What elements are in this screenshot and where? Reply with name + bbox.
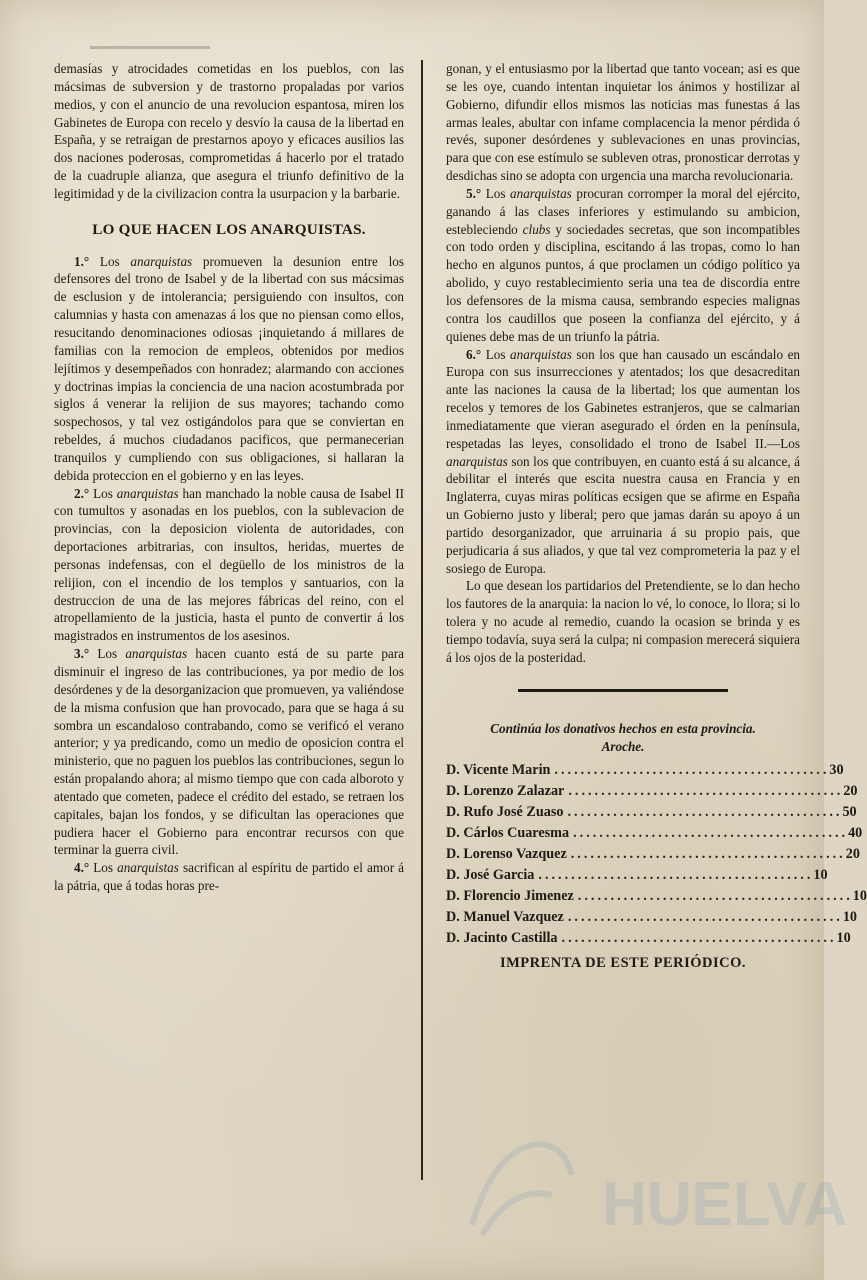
donor-amount: 20 — [845, 845, 860, 862]
item-5 — [446, 185, 800, 346]
item-4-subject: anarquistas — [117, 860, 179, 876]
print-mark — [90, 46, 210, 49]
donor-name: D. Cárlos Cuaresma — [446, 824, 570, 841]
item-4-number: 4.° — [74, 860, 90, 876]
item-1 — [54, 253, 404, 485]
item-6-subject-2: anarquistas — [446, 453, 508, 469]
item-2-text: han manchado la noble causa de Isabel II con tumultos y asonadas en los pueblos, con la sublevacion de provincias, con la deposicion violenta de autoridades, con deportaciones arbitrarias, con insultos, heridas, muertes de personas indefensas, con el degüello de los ministros de la relijion, con el incendio de los templos y santuarios, con la destruccion de una de las mejores fábricas del reino, con el atropellamiento de la justicia, hasta el punto de convertir á los magistrados en instrumentos de los asesinos. — [54, 485, 404, 644]
item-6-number: 6.° — [466, 346, 482, 362]
donor-name: D. Florencio Jimenez — [446, 887, 574, 904]
donor-list — [446, 760, 867, 949]
donor-row — [446, 823, 863, 844]
donor-amount: 20 — [843, 782, 858, 799]
right-column — [446, 60, 867, 973]
leader-dots: .......................................... — [568, 782, 844, 799]
donor-name: D. Vicente Marin — [446, 761, 551, 778]
imprint-line: IMPRENTA DE ESTE PERIÓDICO. — [499, 954, 747, 971]
item-6-lead: Los — [485, 346, 506, 362]
item-3-subject: anarquistas — [125, 646, 188, 662]
donations-title: Continúa los donativos hechos en esta provincia. — [490, 720, 756, 736]
leader-dots: .......................................... — [567, 908, 843, 925]
item-5-number: 5.° — [466, 185, 482, 201]
item-3 — [54, 645, 404, 859]
leader-dots: .......................................... — [570, 845, 846, 862]
item-3-number: 3.° — [74, 646, 90, 662]
section-heading: LO QUE HACEN LOS ANARQUISTAS. — [92, 220, 366, 238]
leader-dots: .......................................... — [538, 866, 814, 883]
item-5-subject: anarquistas — [510, 185, 572, 201]
donor-name: D. Lorenzo Zalazar — [446, 782, 565, 799]
donor-name: D. Rufo José Zuaso — [446, 803, 564, 820]
donor-amount: 50 — [842, 803, 857, 820]
library-watermark — [452, 1115, 848, 1265]
item-2-number: 2.° — [74, 485, 90, 501]
section-rule — [518, 689, 728, 692]
item-5-clubs: clubs — [522, 221, 551, 237]
item-5-text-b: y sociedades secretas, que son incompatibles con todo orden y disciplina, escitando á las tropas, como lo han hecho en algunos puntos, á que proclamen un código político ya abolido, y cuyo restablecimiento seria una tea de discordia entre los defensores de la misma causa, sembrando especies malignas contra los caudillos que poseen la confianza del ejército, y á quienes debe mas de un triunfo la pátria. — [446, 221, 801, 344]
continued-item-4: gonan, y el entusiasmo por la libertad que tanto vocean; asi es que se les oye, cuando intentan inquietar los ánimos y hostilizar al Gobierno, difundir ellos mismos las noticias mas funestas á las armas leales, abultar con infame complacencia la menor pérdida ó revés, suponer desórdenes y sublevaciones en unas provincias, para que con ese estímulo se subleven otras, pronosticar derrotas y desdichas sino se adopta con urgencia una marcha revolucionaria. — [446, 61, 800, 184]
donor-row — [446, 802, 857, 823]
item-4-lead: Los — [93, 860, 114, 876]
leader-dots: .......................................... — [554, 761, 830, 778]
item-1-number: 1.° — [74, 253, 90, 269]
leader-dots: .......................................... — [573, 824, 849, 841]
donor-row — [446, 886, 867, 907]
donor-name: D. Jacinto Castilla — [446, 929, 558, 946]
donor-name: D. Lorenso Vazquez — [446, 845, 567, 862]
leader-dots: .......................................... — [577, 887, 853, 904]
item-1-lead: Los — [99, 253, 120, 269]
item-1-text: promueven la desunion entre los defensores del trono de Isabel y de la libertad con sus mácsimas de esclusion y de intolerancia; persiguiendo con insultos, con calumnias y hasta con amenazas á los que no piensan como ellos, resucitando denominaciones odiosas ¡inquietando á millares de familias con la remocion de empleos, obtenidos por medios lejítimos y desempeñados con honradez; alarmando con acciones y doctrinas impias la conciencia de una nacion acostumbrada por siglos á venerar la relijion de sus mayores; tachando como sospechosos, y tal vez ostigándolos para que se conviertan en rebeldes, á muchos ciudadanos pacificos, que permanecerian tranquilos y cumpliendo con sus obligaciones, si hallaran la debida proteccion en el gobierno y en las leyes. — [54, 253, 404, 483]
leader-dots: .......................................... — [561, 929, 837, 946]
item-5-lead: Los — [485, 185, 506, 201]
donor-name: D. José Garcia — [446, 866, 535, 883]
donor-row — [446, 844, 860, 865]
donations-place: Aroche. — [601, 738, 645, 754]
item-5-text-a: procuran corromper la moral del ejército, ganando á las clases inferiores y estimulando su ambicion, estebleciendo — [446, 185, 800, 237]
item-4-text: sacrifican al espíritu de partido el amor á la pátria, que á todas horas pre- — [54, 860, 405, 894]
donor-row — [446, 928, 851, 949]
donor-name: D. Manuel Vazquez — [446, 908, 564, 925]
item-6-text-a: son los que han causado un escándalo en Europa con sus insurrecciones y atentados; los que desacreditan ante las naciones la causa de la libertad; los que aumentan los recelos y temores de los Gabinetes estranjeros, que se calmarian inmediatamente que vieran asegurado el órden en la península, respetadas las leyes, consolidado el trono de Isabel II.—Los — [446, 346, 801, 451]
continued-paragraph: demasías y atrocidades cometidas en los pueblos, con las mácsimas de subversion y de trastorno propaladas por varios medios, y con el anuncio de una revolucion espantosa, miren los Gabinetes de Europa con recelo y desvío la causa de la libertad en España, y se retraigan de prestarnos apoyo y eficaces ausilios las dos naciones poderosas, comprometidas á hacerlo por el tratado de la cuadruple alianza, que asegura el triunfo definitivo de la legitimidad y de la civilizacion contra la usurpacion y la barbarie. — [54, 61, 404, 201]
donor-amount: 10 — [852, 887, 867, 904]
item-4 — [54, 859, 404, 895]
watermark-text: HUELVA — [602, 1170, 848, 1239]
item-3-text: hacen cuanto está de su parte para disminuir el ingreso de las contribuciones, ya por medio de los desórdenes y de la desorganizacion que promueven, ya valiéndose de la misma confusion que han provocado, para que se haga á su sombra un escandaloso contrabando, como se verificó el verano anterior; y ya predicando, como un medio de oposicion contra el ministerio, que no paguen los pueblos las contribuciones, segun lo están propalando ahora; al mismo tiempo que con cada alboroto y atentado que cometen, padece el crédito del estado, se retraen los capitales, bajan los fondos, y se dificultan las operaciones que pudiera hacer el Gobierno para encontrar recursos con que terminar la guerra civil. — [54, 646, 405, 858]
closing-paragraph: Lo que desean los partidarios del Pretendiente, se lo dan hecho los fautores de la anarquia: la nacion lo vé, lo conoce, lo llora; si lo tolera y no acude al remedio, cuando la ocasion se brinda y es tiempo todavía, suya será la culpa; ni compasion merecerá siquiera á los ojos de la posteridad. — [446, 578, 800, 665]
item-3-lead: Los — [97, 646, 118, 662]
donor-row — [446, 865, 828, 886]
item-6-subject: anarquistas — [510, 346, 572, 362]
donor-row — [446, 781, 858, 802]
item-2 — [54, 485, 404, 646]
column-divider — [421, 60, 423, 1180]
donor-amount: 30 — [829, 761, 844, 778]
left-column — [54, 60, 404, 895]
item-2-subject: anarquistas — [116, 485, 179, 501]
item-2-lead: Los — [93, 485, 113, 501]
donor-amount: 40 — [848, 824, 863, 841]
donor-row — [446, 907, 857, 928]
donor-amount: 10 — [813, 866, 828, 883]
item-6-text-b: son los que contribuyen, en cuanto está á su alcance, á debilitar el interés que escita nuestra causa en Francia y en Inglaterra, cuyas miras políticas ecsigen que se afirme en España un Gobierno justo y liberal; pero que jamas darán su apoyo á un partido desorganizador, que arruinaria á su propio pais, que perjudicaria á sus aliados, y que tal vez comprometeria la paz y el sosiego de Europa. — [446, 453, 801, 576]
donor-amount: 10 — [842, 908, 857, 925]
item-6 — [446, 346, 800, 578]
leader-dots: .......................................... — [567, 803, 843, 820]
donor-row — [446, 760, 844, 781]
item-1-subject: anarquistas — [130, 253, 193, 269]
donor-amount: 10 — [836, 929, 851, 946]
